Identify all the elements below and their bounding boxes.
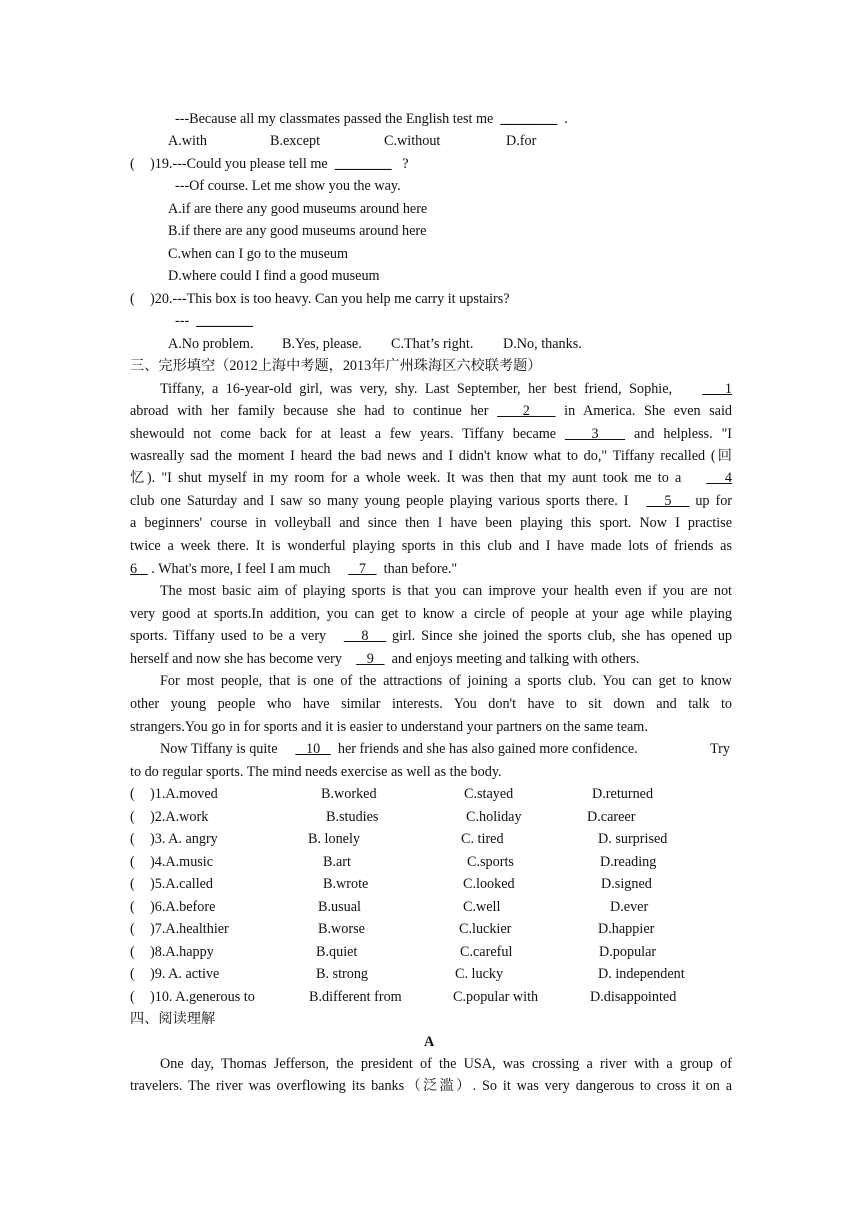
p3-line-1 xyxy=(130,672,732,690)
question-paren: ( xyxy=(130,944,135,960)
q18-option-a: A.with xyxy=(168,133,208,149)
option-b: B.worked xyxy=(321,786,377,802)
q18-blank: ________ xyxy=(500,111,558,127)
p1-l7-text: a beginners' course in volleyball and since then I have been playing this sport. Now I practise xyxy=(130,515,732,531)
question-number-option-a: )4.A.music xyxy=(150,854,214,870)
question-number-option-a: )9. A. active xyxy=(150,966,220,982)
blank-7: 7 xyxy=(348,561,377,577)
q18-end: . xyxy=(564,111,568,127)
p2-l3-text: sports. Tiffany used to be a very xyxy=(130,628,327,644)
q20-paren: ( xyxy=(130,291,135,307)
question-paren: ( xyxy=(130,809,135,825)
p3-l1-text: For most people, that is one of the attractions of joining a sports club. You can get to know xyxy=(160,673,732,689)
q19-blank: ________ xyxy=(334,156,392,172)
blank-2: 2 xyxy=(497,403,556,419)
blank-4: 4 xyxy=(706,470,732,486)
question-paren: ( xyxy=(130,989,135,1005)
blank-10: 10 xyxy=(295,741,331,757)
p1-l8-text: twice a week there. It is wonderful playing sports in this club and I have made lots of friends as xyxy=(130,538,732,554)
option-b: B.different from xyxy=(309,989,402,1005)
q18-option-b: B.except xyxy=(270,133,321,149)
option-b: B.wrote xyxy=(323,876,369,892)
q19-option-d: D.where could I find a good museum xyxy=(168,268,380,284)
p3-l3-text: strangers.You go in for sports and it is easier to understand your partners on the same team. xyxy=(130,719,648,735)
p1-line-9 xyxy=(130,560,457,578)
p2-l4-tail: and enjoys meeting and talking with others. xyxy=(391,651,640,667)
option-b: B.quiet xyxy=(316,944,358,960)
q20-number: )20. xyxy=(150,291,173,307)
blank-5: 5 xyxy=(646,493,690,509)
p1-l1-text: Tiffany, a 16-year-old girl, was very, shy. Last September, her best friend, Sophie, xyxy=(160,381,673,397)
q19-paren: ( xyxy=(130,156,135,172)
q20-dash: --- xyxy=(175,313,190,329)
q19-option-a: A.if are there any good museums around here xyxy=(168,201,428,217)
question-paren: ( xyxy=(130,966,135,982)
q19-end: ? xyxy=(402,156,409,172)
reading-line-2 xyxy=(130,1077,732,1095)
p4-l1-tail: her friends and she has also gained more confidence. xyxy=(337,741,638,757)
q20-option-b: B.Yes, please. xyxy=(282,336,362,352)
p1-line-6 xyxy=(130,492,732,510)
option-d: D.signed xyxy=(601,876,652,892)
q18-answer-line xyxy=(175,110,568,128)
p1-l9-text: . What's more, I feel I am much xyxy=(147,561,331,577)
option-b: B.art xyxy=(323,854,351,870)
question-number-option-a: )7.A.healthier xyxy=(150,921,229,937)
section4-subtitle: A xyxy=(424,1034,435,1050)
p3-line-2 xyxy=(130,695,732,713)
p2-line-4 xyxy=(130,650,639,668)
reading-l2-text: travelers. The river was overflowing its banks（泛滥）. So it was very dangerous to cross it on a xyxy=(130,1078,732,1094)
question-paren: ( xyxy=(130,899,135,915)
p2-l3-tail: girl. Since she joined the sports club, she has opened up xyxy=(391,628,733,644)
option-b: B. strong xyxy=(316,966,369,982)
blank-6: 6 xyxy=(130,561,148,577)
p1-l9-tail: than before." xyxy=(383,561,458,577)
p2-line-2 xyxy=(130,605,732,623)
q19-text: ---Could you please tell me xyxy=(172,156,328,172)
blank-1: 1 xyxy=(702,381,732,397)
p4-line-1 xyxy=(160,740,638,758)
p4-try: Try xyxy=(710,741,730,757)
option-d: D.ever xyxy=(610,899,649,915)
option-d: D.popular xyxy=(599,944,657,960)
p3-l2-text: other young people who have similar interests. You don't have to sit down and talk to xyxy=(130,696,732,712)
p2-line-3 xyxy=(130,627,732,645)
option-d: D.disappointed xyxy=(590,989,677,1005)
option-d: D.reading xyxy=(600,854,657,870)
question-number-option-a: )8.A.happy xyxy=(150,944,214,960)
q20-text: ---This box is too heavy. Can you help me carry it upstairs? xyxy=(172,291,510,307)
p1-l3-text: shewould not come back for at least a few years. Tiffany became xyxy=(130,426,557,442)
p1-l5-text: 忆). "I shut myself in my room for a whole week. It was then that my aunt took me to a xyxy=(130,470,682,486)
q20-blank: ________ xyxy=(196,313,254,329)
option-d: D. independent xyxy=(598,966,685,982)
option-d: D.happier xyxy=(598,921,655,937)
q20-option-d: D.No, thanks. xyxy=(503,336,582,352)
p1-line-7 xyxy=(130,514,732,532)
question-number-option-a: )5.A.called xyxy=(150,876,214,892)
p1-l3-tail: and helpless. "I xyxy=(634,426,732,442)
q18-option-c: C.without xyxy=(384,133,441,149)
p1-line-2 xyxy=(130,402,732,420)
reading-line-1 xyxy=(130,1055,732,1073)
option-c: C.luckier xyxy=(459,921,512,937)
option-c: C.stayed xyxy=(464,786,514,802)
p2-l4-text: herself and now she has become very xyxy=(130,651,342,667)
reading-l1-text: One day, Thomas Jefferson, the president of the USA, was crossing a river with a group of xyxy=(160,1056,732,1072)
q18-text: ---Because all my classmates passed the English test me xyxy=(175,111,494,127)
blank-3: 3 xyxy=(564,426,626,442)
p1-line-4 xyxy=(130,447,732,465)
option-c: C. lucky xyxy=(455,966,504,982)
p1-l4-text: wasreally sad the moment I heard the bad news and I didn't know what to do," Tiffany recalled (回 xyxy=(130,448,732,464)
q20-question xyxy=(150,290,510,308)
p3-line-3 xyxy=(130,718,648,736)
p1-line-8 xyxy=(130,537,732,555)
q19-option-c: C.when can I go to the museum xyxy=(168,246,349,262)
question-paren: ( xyxy=(130,876,135,892)
q19-option-b: B.if there are any good museums around here xyxy=(168,223,427,239)
p4-l1-text: Now Tiffany is quite xyxy=(160,741,278,757)
p1-l2-tail: in America. She even said xyxy=(564,403,733,419)
option-b: B.usual xyxy=(318,899,361,915)
option-b: B. lonely xyxy=(308,831,361,847)
p1-line-5 xyxy=(130,469,732,487)
question-number-option-a: )3. A. angry xyxy=(150,831,218,847)
option-c: C.careful xyxy=(460,944,513,960)
option-c: C.well xyxy=(463,899,501,915)
option-d: D. surprised xyxy=(598,831,668,847)
q20-option-c: C.That’s right. xyxy=(391,336,474,352)
p1-line-1 xyxy=(130,380,732,398)
option-c: C.looked xyxy=(463,876,515,892)
option-c: C.popular with xyxy=(453,989,539,1005)
option-b: B.worse xyxy=(318,921,365,937)
option-c: C.sports xyxy=(467,854,514,870)
question-paren: ( xyxy=(130,854,135,870)
q20-option-a: A.No problem. xyxy=(168,336,254,352)
option-b: B.studies xyxy=(326,809,379,825)
option-d: D.career xyxy=(587,809,636,825)
question-number-option-a: )1.A.moved xyxy=(150,786,218,802)
p1-l6-tail: up for xyxy=(695,493,733,509)
option-d: D.returned xyxy=(592,786,654,802)
option-c: C.holiday xyxy=(466,809,522,825)
question-number-option-a: )2.A.work xyxy=(150,809,209,825)
question-paren: ( xyxy=(130,921,135,937)
option-c: C. tired xyxy=(461,831,504,847)
p2-line-1 xyxy=(130,582,732,600)
section4-title: 四、阅读理解 xyxy=(130,1011,216,1027)
p2-l1-text: The most basic aim of playing sports is that you can improve your health even if you are not xyxy=(160,583,732,599)
q20-reply xyxy=(175,312,253,330)
p2-l2-text: very good at sports.In addition, you can get to know a circle of people at your age while playing xyxy=(130,606,732,622)
p1-line-3 xyxy=(130,425,732,443)
q19-question xyxy=(150,155,409,173)
blank-8: 8 xyxy=(343,628,387,644)
q18-option-d: D.for xyxy=(506,133,537,149)
p1-l2-text: abroad with her family because she had to continue her xyxy=(130,403,489,419)
blank-9: 9 xyxy=(356,651,385,667)
section3-title: 三、完形填空（2012上海中考题，2013年广州珠海区六校联考题） xyxy=(130,358,542,374)
p4-line-2: to do regular sports. The mind needs exercise as well as the body. xyxy=(130,764,502,780)
p1-l6-text: club one Saturday and I saw so many young people playing various sports there. I xyxy=(130,493,629,509)
q19-reply: ---Of course. Let me show you the way. xyxy=(175,178,401,194)
question-number-option-a: )10. A.generous to xyxy=(150,989,255,1005)
q19-number: )19. xyxy=(150,156,173,172)
question-number-option-a: )6.A.before xyxy=(150,899,216,915)
question-paren: ( xyxy=(130,831,135,847)
question-paren: ( xyxy=(130,786,135,802)
